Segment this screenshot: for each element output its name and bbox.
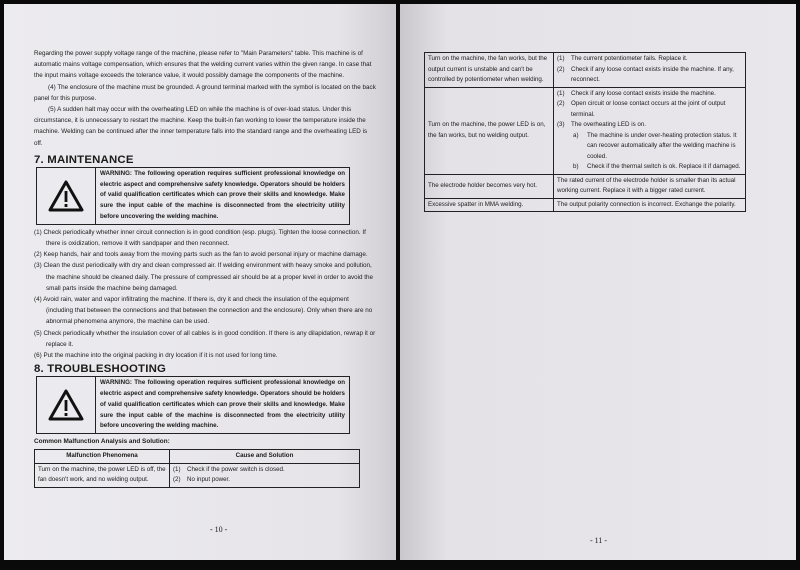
cause-item: Open circuit or loose contact occurs at the joint of output terminal. (571, 100, 726, 118)
page-number-right: - 11 - (590, 536, 608, 545)
column-header-cause: Cause and Solution (170, 450, 360, 464)
cause-number: (1) (557, 55, 565, 62)
overload-paragraph: (5) A sudden halt may occur with the overheating LED on while the machine is of over-load status. Under this circumstance, it is unnecessary to restart the machine. Keep the built-in fan working to lower the temperature inside the machine. Welding can be continued after the inner temperature falls into the standard range and the overheating LED is off. (34, 106, 368, 147)
cause-number: a) (573, 131, 579, 139)
list-item: (3) Clean the dust periodically with dry and clean compressed air. If welding environment with heavy smoke and pollution, the machine should be cleaned daily. The pressure of compressed air should be at a proper level in order to avoid the small parts inside the machine being damaged. (34, 262, 374, 292)
warning-icon (37, 377, 96, 433)
malfunction-table (34, 449, 360, 488)
cause-cell: (1) Check if the power switch is closed. (2) No input power. (170, 463, 360, 487)
right-page (400, 4, 796, 560)
cause-cell (554, 87, 746, 174)
cause-item: Check if any loose contact exists inside the machine. If any, reconnect. (571, 65, 734, 83)
maintenance-warning-box (36, 167, 350, 225)
table-row (425, 87, 746, 174)
cause-item: The machine is under over-heating protection status. It can recover automatically after the welding machine is cooled. (587, 131, 737, 160)
table-row (35, 463, 360, 487)
malfunction-subheading: Common Malfunction Analysis and Solution: (34, 438, 170, 446)
cause-item: Check if the power switch is closed. (187, 465, 285, 473)
table-row (425, 198, 746, 212)
cause-item: The current potentiometer fails. Replace it. (571, 55, 688, 62)
cause-item: Check if the thermal switch is ok. Replace it if damaged. (587, 163, 741, 170)
phenomenon-cell: Turn on the machine, the power LED is off, the fan doesn't work, and no welding output. (35, 463, 170, 487)
cause-item: The overheating LED is on. (571, 121, 646, 128)
left-page (4, 4, 396, 560)
list-item: (2) Keep hands, hair and tools away from the moving parts such as the fan to avoid personal injury or machine damage. (34, 251, 368, 259)
cause-item: Check if any loose contact exists inside the machine. (571, 89, 716, 97)
cause-cell (554, 53, 746, 88)
warning-icon (37, 168, 96, 224)
left-page-content (34, 48, 376, 488)
list-item: (1) Check periodically whether inner circuit connection is in good condition (esp. plugs). Tighten the loose connection. If there is oxidization, remove it with sandpaper and then reconnect. (34, 228, 366, 248)
list-item: (4) Avoid rain, water and vapor infiltrating the machine. If there is, dry it and check the insulation of the equipment (including that between the connections and that between the connection and the enclosure). Only when there are no abnormal phenomena anymore, the machine can be used. (34, 296, 373, 326)
phenomenon-cell: Turn on the machine, the power LED is on, the fan works, but no welding output. (425, 87, 554, 174)
table-header-row (35, 450, 360, 464)
table-row (425, 53, 746, 88)
phenomenon-cell: Excessive spatter in MMA welding. (425, 198, 554, 212)
list-item: (5) Check periodically whether the insulation cover of all cables is in good condition. If there is any dilapidation, rewrap it or replace it. (34, 329, 376, 348)
cause-number: (1) (557, 89, 565, 97)
cause-cell: The rated current of the electrode holder is smaller than its actual working current. Replace it with a bigger rated current. (554, 174, 746, 198)
table-row (425, 174, 746, 198)
grounding-paragraph: (4) The enclosure of the machine must be grounded. A ground terminal marked with the symbol is located on the back panel for this purpose. (34, 83, 376, 102)
troubleshooting-warning-text: WARNING: The following operation requires sufficient professional knowledge on electric aspect and comprehensive safety knowledge. Operators should be holders of valid qualification certificates which can prove their skills and knowledge. Make sure the input cable of the machine is disconnected from the electricity utility before uncovering the welding machine. (100, 379, 345, 430)
list-item: (6) Put the machine into the original packing in dry location if it is not used for long time. (34, 352, 278, 360)
malfunction-table-continued (424, 52, 746, 212)
phenomenon-cell: The electrode holder becomes very hot. (425, 174, 554, 198)
maintenance-list (34, 227, 376, 361)
page-number-left: - 10 - (210, 525, 228, 534)
cause-number: (2) (557, 100, 565, 107)
intro-paragraph: Regarding the power supply voltage range of the machine, please refer to "Main Parameters" table. This machine is of automatic mains voltage compensation, which ensures that the welding current varies within the given range. In case that the input mains voltage exceeds the tolerance value, it would possibly damage the components of the machine. (34, 50, 372, 80)
maintenance-heading: 7. MAINTENANCE (34, 153, 134, 166)
column-header-phenomena: Malfunction Phenomena (35, 450, 170, 464)
cause-number: b) (573, 163, 579, 170)
cause-cell: The output polarity connection is incorrect. Exchange the polarity. (554, 198, 746, 212)
troubleshooting-heading: 8. TROUBLESHOOTING (34, 363, 167, 376)
maintenance-warning-text: WARNING: The following operation requires sufficient professional knowledge on electric aspect and comprehensive safety knowledge. Operators should be holders of valid qualification certificates which can prove their skills and knowledge. Make sure the input cable of the machine is disconnected from the electricity utility before uncovering the welding machine. (100, 169, 345, 221)
phenomenon-cell: Turn on the machine, the fan works, but the output current is unstable and can't be controlled by potentiometer when welding. (425, 53, 554, 88)
cause-item: No input power. (187, 476, 230, 484)
cause-number: (2) (557, 65, 565, 73)
troubleshooting-warning-box (36, 376, 350, 434)
cause-number: (3) (557, 121, 565, 128)
